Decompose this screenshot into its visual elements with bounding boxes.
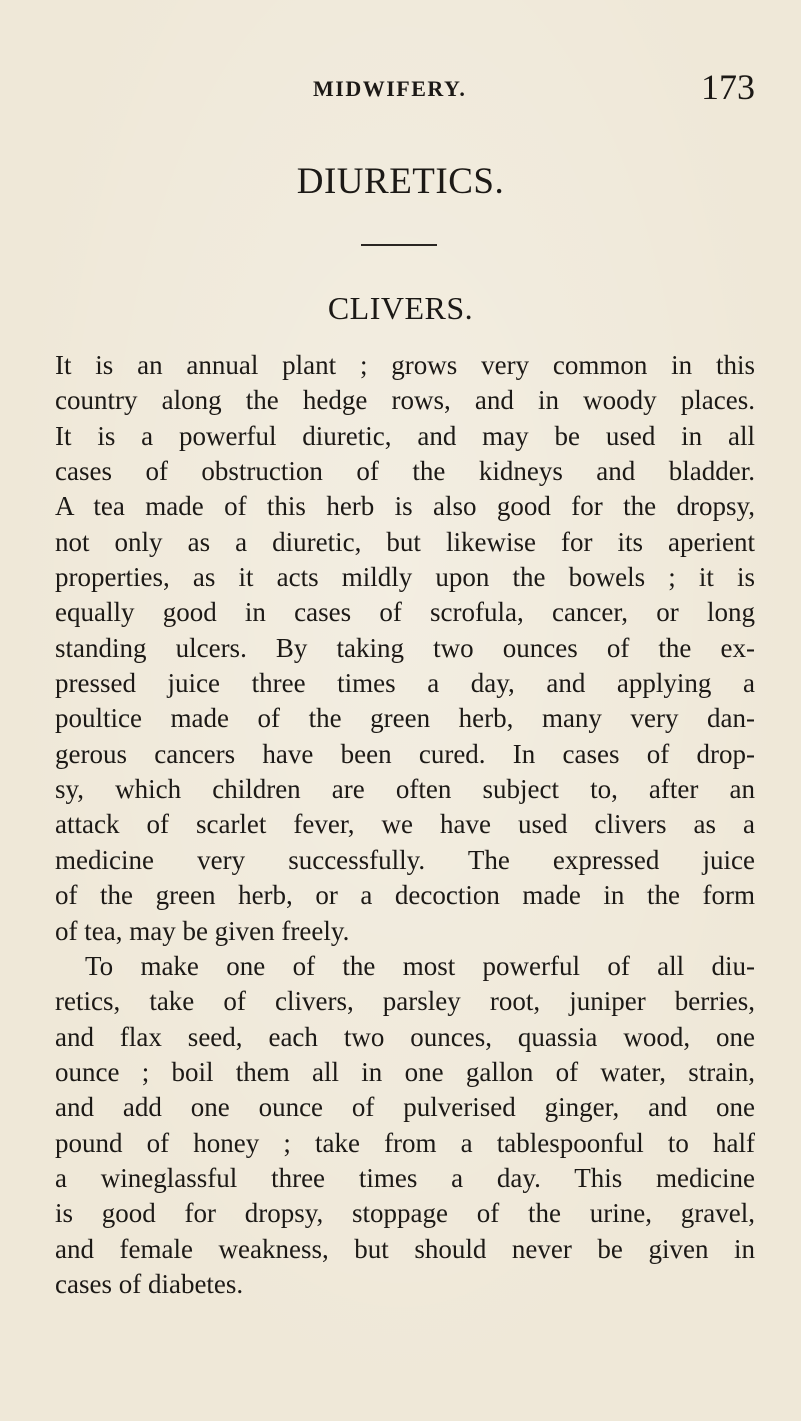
- body-line: properties, as it acts mildly upon the bowels ; it is: [55, 562, 755, 593]
- body-line: retics, take of clivers, parsley root, juniper berries,: [55, 986, 755, 1017]
- body-line: sy, which children are often subject to, after an: [55, 774, 755, 805]
- body-line: is good for dropsy, stoppage of the urine, gravel,: [55, 1198, 755, 1229]
- body-line: attack of scarlet fever, we have used clivers as a: [55, 809, 755, 840]
- body-line: not only as a diuretic, but likewise for its aperient: [55, 526, 755, 557]
- subsection-title: CLIVERS.: [327, 290, 474, 326]
- body-line: and female weakness, but should never be given in: [55, 1233, 755, 1264]
- body-line: A tea made of this herb is also good for the dropsy,: [55, 491, 755, 522]
- body-line: gerous cancers have been cured. In cases of drop-: [55, 738, 755, 769]
- page-number: 173: [701, 67, 755, 107]
- body-line: equally good in cases of scrofula, cancer, or long: [55, 597, 755, 628]
- body-line: cases of obstruction of the kidneys and bladder.: [55, 456, 755, 487]
- body-line: It is a powerful diuretic, and may be used in all: [55, 420, 755, 451]
- body-line: of tea, may be given freely.: [55, 915, 350, 946]
- body-line: and add one ounce of pulverised ginger, and one: [55, 1092, 755, 1123]
- title-divider-rule: [361, 244, 437, 246]
- body-line: It is an annual plant ; grows very common in this: [55, 350, 755, 380]
- section-title: DIURETICS.: [296, 161, 505, 202]
- running-head: [55, 66, 755, 106]
- body-line: pound of honey ; take from a tablespoonful to half: [55, 1127, 755, 1158]
- body-line: a wineglassful three times a day. This medicine: [55, 1162, 755, 1193]
- body-text: [55, 348, 755, 1302]
- body-line: cases of diabetes.: [55, 1268, 244, 1299]
- running-title: MIDWIFERY.: [313, 76, 467, 101]
- body-line: poultice made of the green herb, many very dan-: [55, 703, 755, 734]
- body-line: medicine very successfully. The expressed juice: [55, 844, 755, 875]
- body-line: pressed juice three times a day, and applying a: [55, 668, 755, 699]
- body-line: and flax seed, each two ounces, quassia wood, one: [55, 1021, 755, 1052]
- body-line: of the green herb, or a decoction made in the form: [55, 880, 755, 911]
- body-line: To make one of the most powerful of all diu-: [85, 950, 755, 981]
- body-line: standing ulcers. By taking two ounces of the ex-: [55, 632, 755, 663]
- body-line: country along the hedge rows, and in woody places.: [55, 385, 755, 416]
- body-line: ounce ; boil them all in one gallon of water, strain,: [55, 1056, 755, 1087]
